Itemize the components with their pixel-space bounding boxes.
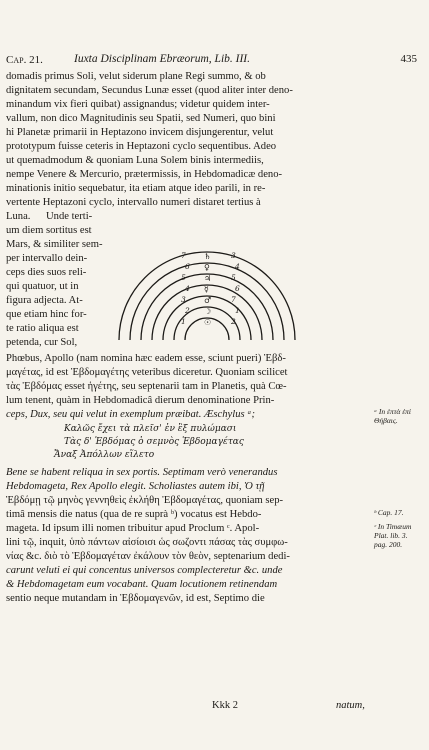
side-line: qui quatuor, ut in: [6, 281, 79, 292]
signature-mark: Kkk 2: [212, 700, 238, 711]
body-line: lum tenent, quàm in Hebdomadicâ dierum denominatione Prin-: [6, 395, 275, 406]
arc-number-label: 1: [181, 317, 186, 326]
running-title: Iuxta Disciplinam Ebræorum, Lib. III.: [74, 53, 251, 65]
body-line: minationis initio sequebatur, ita etiam atque ideo parili, in re-: [6, 183, 266, 194]
side-line: petenda, cur Sol,: [6, 337, 78, 348]
chapter-heading: Cap. 21.: [6, 54, 43, 66]
body-line: sentio neque mutandam in Ἑβδομαγενῶν, id est, Septimo die: [6, 593, 265, 604]
arc-number-label: 3: [231, 251, 236, 260]
side-line: que etiam hinc for-: [6, 309, 87, 320]
body-line: mageta. Id ipsum illi nomen tribuitur apud Proclum ᶜ. Apol-: [6, 523, 260, 534]
body-line: Luna.: [6, 211, 31, 222]
planet-symbol: ♃: [204, 274, 212, 283]
arc-number-label: 6: [185, 262, 190, 271]
body-line: μαγέτας, id est Ἑβδομαγέτης veteribus diceretur. Quoniam scilicet: [6, 367, 288, 378]
planet-symbol: ♄: [204, 252, 212, 261]
planet-symbol: ☉: [204, 318, 212, 327]
body-line: ut quemadmodum & quoniam Luna Solem binis intermediis,: [6, 155, 264, 166]
body-line: Phœbus, Apollo (nam nomina hæc eadem esse, sciunt pueri) Ἑβδ-: [6, 353, 286, 364]
body-line: ceps, Dux, seu qui velut in exemplum præibat. Æschylus ᵃ;: [6, 409, 256, 420]
side-line: ceps dies suos reli-: [6, 267, 87, 278]
margin-note-b: ᵇ Cap. 17.: [374, 508, 404, 517]
body-line: timâ mensis die natus (qua de re suprà ᵇ) vocatus est Hebdo-: [6, 509, 262, 520]
body-line: hi Planetæ primarii in Heptazono invicem disjungerentur, velut: [6, 127, 274, 138]
body-line: minandum vix fieri quibat) assignandus; videtur quidem inter-: [6, 99, 270, 110]
greek-quote-line: Τὰς δ' Ἑβδόμας ὁ σεμνὸς Ἑβδομαγέτας: [64, 437, 244, 447]
arc-number-label: 6: [235, 284, 240, 293]
margin-note-c: ᶜ In Timæum Plat. lib. 3. pag. 200.: [374, 522, 412, 549]
side-line: um diem sortitus est: [6, 225, 92, 236]
side-line: figura adjecta. At-: [6, 295, 83, 306]
planet-symbol: ☿: [204, 285, 209, 294]
side-line: per intervallo dein-: [6, 253, 88, 264]
arc-number-label: 5: [231, 273, 236, 282]
body-line: Ἑβδόμῃ τῷ μηνὸς γεννηθεὶς ἐκλήθη Ἑβδομαγέτας, quoniam sep-: [6, 495, 284, 506]
planet-symbol: ♀: [204, 263, 210, 272]
arc-number-label: 7: [181, 251, 186, 260]
side-line: te ratio aliqua est: [6, 323, 79, 334]
margin-note-a: ᵃ In ἑπτὰ ἐπὶ Θήβαις.: [374, 407, 411, 425]
body-line: & Hebdomagetam eum vocabant. Quam locutionem retinendam: [6, 579, 278, 590]
body-line: vallum, non dico Magnitudinis seu Spatii, sed Numeri, quo bini: [6, 113, 276, 124]
arc-number-label: 2: [185, 306, 190, 315]
arc-number-label: 1: [235, 306, 240, 315]
body-line: prototypum fuisse ceteris in Heptazoni cyclo sequentibus. Adeo: [6, 141, 277, 152]
body-line: vertente Heptazoni cyclo, intervallo numeri distaret tertius à: [6, 197, 261, 208]
arc-number-label: 3: [181, 295, 186, 304]
arc-number-label: 2: [231, 317, 236, 326]
body-line: Bene se habent reliqua in sex portis. Septimam verò venerandus: [6, 467, 278, 478]
body-line: domadis primus Soli, velut siderum plane Regi summo, & ob: [6, 71, 266, 82]
body-line: lini τῷ, inquit, ὑπὸ πάντων αἰσίοισι ὡς σωζοντι πάσας τὰς συμφω-: [6, 537, 288, 548]
planet-symbol: ☽: [204, 307, 212, 316]
body-line: dignitatem secundam, Secundus Lunæ esset (quod aliter inter deno-: [6, 85, 293, 96]
planet-symbol: ♂: [204, 296, 212, 305]
page-number: 435: [400, 53, 417, 65]
side-line: Unde terti-: [46, 211, 93, 222]
arc-number-label: 4: [235, 262, 240, 271]
arc-number-label: 5: [181, 273, 186, 282]
arc-number-label: 4: [185, 284, 190, 293]
body-line: νίας &c. διὸ τὸ Ἑβδομαγέταν ἐκάλουν τὸν θεὸν, septenarium dedi-: [6, 551, 290, 562]
arc-number-label: 7: [231, 295, 236, 304]
body-line: τὰς Ἑβδόμας esset ἡγέτης, seu septenarii tam in Planetis, quà Cœ-: [6, 381, 287, 392]
side-line: Mars, & similiter sem-: [6, 239, 103, 250]
body-line: nempe Venere & Mercurio, prætermissis, in Hebdomadicæ deno-: [6, 169, 283, 180]
greek-quote-line: Καλῶς ἔχει τὰ πλεῖσ' ἐν ἓξ πυλώμασι: [64, 424, 237, 434]
body-line: Hebdomageta, Rex Apollo elegit. Scholiastes autem ibi, Ὁ τῇ: [6, 481, 265, 492]
body-line: carunt veluti ei qui concentus universos complecteretur &c. unde: [6, 565, 283, 576]
catchword: natum,: [336, 700, 365, 711]
greek-quote-line: Ἄναξ Ἀπόλλων εἵλετο: [54, 450, 155, 460]
heptazone-diagram: [112, 212, 302, 344]
